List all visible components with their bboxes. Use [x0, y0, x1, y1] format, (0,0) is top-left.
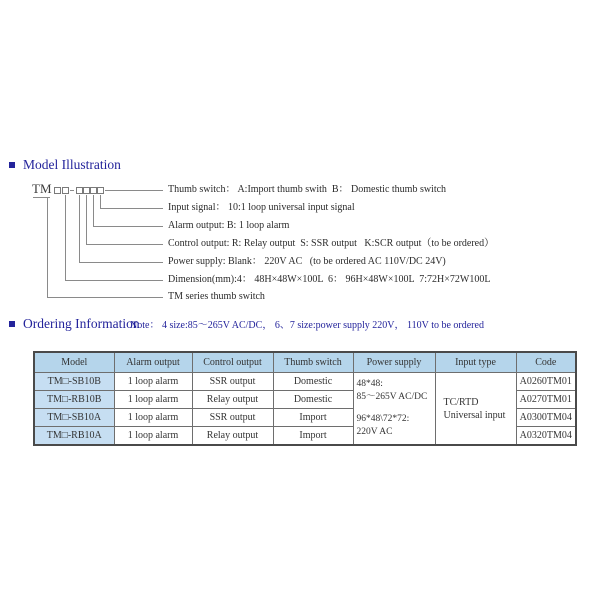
code-box-5	[90, 187, 97, 194]
cell-thumb: Import	[273, 427, 353, 446]
cell-code: A0270TM01	[516, 391, 576, 409]
cell-alarm: 1 loop alarm	[114, 427, 192, 446]
square-bullet-icon	[9, 162, 15, 168]
label-control-output: Control output: R: Relay output S: SSR output K:SCR output（to be ordered）	[168, 238, 495, 249]
dimension-stem	[65, 195, 66, 280]
alarm-output-stem	[93, 195, 94, 226]
header-power: Power supply	[353, 352, 435, 373]
label-input-signal: Input signal： 10:1 loop universal input signal	[168, 202, 355, 213]
label-alarm-output: Alarm output: B: 1 loop alarm	[168, 220, 290, 231]
label-thumb-switch: Thumb switch： A:Import thumb swith B： Domestic thumb switch	[168, 184, 447, 195]
input-type-line1: TC/RTD	[443, 396, 479, 408]
cell-control: Relay output	[192, 391, 273, 409]
code-box-4	[83, 187, 90, 194]
label-dimension: Dimension(mm):4： 48H×48W×100L 6： 96H×48W×100L 7:72H×72W100L	[168, 274, 491, 285]
power-supply-volt1: 85～265V AC/DC	[356, 392, 428, 402]
label-power-supply: Power supply: Blank： 220V AC (to be ordered AC 110V/DC 24V)	[168, 256, 446, 267]
input-signal-stem	[100, 195, 101, 208]
cell-input-type	[435, 373, 516, 446]
tm-stem-line	[47, 197, 48, 297]
ordering-note: Note： 4 size:85～265V AC/DC， 6、7 size:power supply 220V， 110V to be ordered	[130, 320, 484, 331]
cell-model: TM□-SB10B	[34, 373, 114, 391]
ordering-table	[33, 351, 577, 446]
header-model: Model	[34, 352, 114, 373]
code-box-3	[76, 187, 83, 194]
cell-alarm: 1 loop alarm	[114, 373, 192, 391]
cell-code: A0320TM04	[516, 427, 576, 446]
header-code: Code	[516, 352, 576, 373]
ordering-information-heading	[9, 316, 140, 332]
tm-series-line	[47, 297, 163, 298]
cell-thumb: Domestic	[273, 391, 353, 409]
code-box-2	[62, 187, 69, 194]
model-code-prefix: TM	[32, 181, 52, 196]
header-thumb: Thumb switch	[273, 352, 353, 373]
cell-model: TM□-RB10B	[34, 391, 114, 409]
header-control: Control output	[192, 352, 273, 373]
label-tm-series: TM series thumb switch	[168, 291, 265, 302]
table-header-row	[34, 352, 576, 373]
table-row	[34, 373, 576, 391]
control-output-line	[86, 244, 163, 245]
dimension-line	[65, 280, 163, 281]
cell-code: A0260TM01	[516, 373, 576, 391]
cell-thumb: Domestic	[273, 373, 353, 391]
cell-control: Relay output	[192, 427, 273, 446]
header-alarm: Alarm output	[114, 352, 192, 373]
power-supply-size1: 48*48:	[356, 379, 383, 389]
alarm-output-line	[93, 226, 163, 227]
cell-alarm: 1 loop alarm	[114, 409, 192, 427]
cell-control: SSR output	[192, 373, 273, 391]
cell-code: A0300TM04	[516, 409, 576, 427]
control-output-stem	[86, 195, 87, 244]
cell-alarm: 1 loop alarm	[114, 391, 192, 409]
power-supply-line	[79, 262, 163, 263]
power-supply-stem	[79, 195, 80, 262]
cell-model: TM□-SB10A	[34, 409, 114, 427]
header-input: Input type	[435, 352, 516, 373]
code-dash	[70, 190, 74, 191]
cell-model: TM□-RB10A	[34, 427, 114, 446]
code-box-1	[54, 187, 61, 194]
input-signal-line	[100, 208, 163, 209]
power-supply-volt2: 220V AC	[356, 427, 393, 437]
model-illustration-title: Model Illustration	[23, 157, 121, 172]
code-box-6	[97, 187, 104, 194]
cell-power-supply	[353, 373, 435, 446]
square-bullet-icon	[9, 321, 15, 327]
spacer	[357, 404, 435, 413]
input-type-line2: Universal input	[443, 409, 506, 421]
thumb-switch-line	[105, 190, 163, 191]
cell-thumb: Import	[273, 409, 353, 427]
cell-control: SSR output	[192, 409, 273, 427]
model-illustration-heading	[9, 157, 121, 173]
power-supply-size2: 96*48\72*72:	[356, 414, 410, 424]
ordering-information-title: Ordering Information	[23, 316, 140, 331]
